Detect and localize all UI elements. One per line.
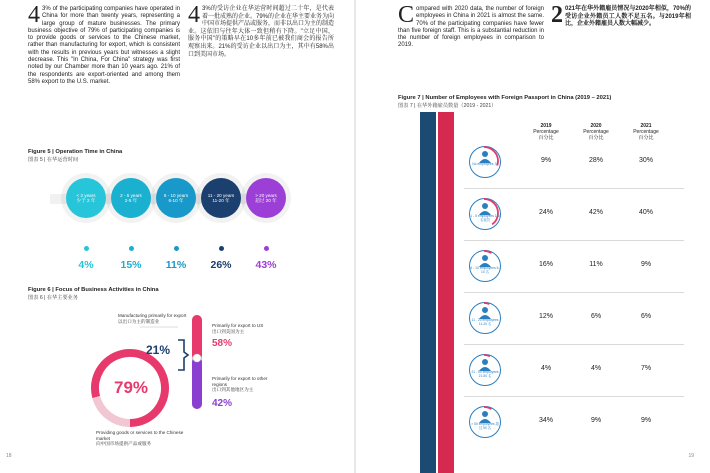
row-divider — [464, 240, 684, 241]
us-label: Primarily for export to US 出口到美国为主 — [212, 323, 264, 334]
dropcap: C — [398, 2, 415, 28]
bracket — [178, 340, 188, 370]
row-divider — [464, 188, 684, 189]
marker-dot — [264, 246, 269, 251]
row-label: 6 - 10 employees 6-10 名 — [470, 266, 500, 274]
left-page — [0, 0, 354, 473]
dropcap: 2 — [551, 2, 563, 28]
employee-person-icon — [469, 354, 501, 386]
pct-6-10: 11% — [165, 259, 187, 271]
fig6-title: Figure 6 | Focus of Business Activities in China — [28, 287, 159, 293]
cell-2019: 16% — [538, 261, 553, 268]
fig5-subtitle: 图表 5 | 在华运营时间 — [28, 157, 79, 163]
cell-2021: 9% — [640, 417, 652, 424]
employee-person-icon — [469, 406, 501, 438]
cell-2019: 9% — [540, 157, 552, 164]
left-english-paragraph: 4 3% of the participating companies have operated in China for more than twenty years, representing a large group of mature businesses. The primary business objective of 79% of participating companies is to provide goods or services to the Chinese market, rather than manufacturing for export, which is consistent with the results in previous years but witnesses a slight decrease. This "In China, For China" strategy was first noted by our Chamber more than 10 years ago. 21% of the respondents are export-oriented and among them 58% export to the U.S. market. — [28, 2, 180, 85]
row-divider — [464, 396, 684, 397]
pct-42: 42% — [212, 398, 233, 409]
bubble-lt2: < 2 years 少于 2 年 — [66, 178, 106, 218]
cell-2020: 4% — [590, 365, 602, 372]
navy-stripe — [420, 112, 436, 473]
right-chinese-paragraph: 2 021年在华外籍雇员情况与2020年相似，70%的受访企业外籍员工人数不足五名。与2019年相比，企业外籍雇员人数大幅减少。 — [551, 2, 691, 28]
cell-2020: 28% — [588, 157, 603, 164]
other-regions-label: Primarily for export to other regions 出口到其他地区为主 — [212, 376, 268, 393]
pct-21: 21% — [146, 343, 171, 357]
dropcap: 4 — [28, 2, 40, 28]
marker-dot — [174, 246, 179, 251]
employee-person-icon — [469, 198, 501, 230]
pct-gt20: 43% — [255, 259, 277, 271]
cell-2019: 4% — [540, 365, 552, 372]
employee-person-icon — [469, 146, 501, 178]
split-knob — [193, 354, 201, 362]
right-english-paragraph: Compared with 2020 data, the number of foreign employees in China in 2021 is almost the same. 70% of the participating companies have fewer than five foreign staff. This is a substantial reduction in the number of foreign employees in comparison to 2019. — [398, 2, 544, 49]
page-number-right: 19 — [688, 453, 694, 459]
cell-2020: 42% — [588, 209, 603, 216]
domestic-label: Providing goods or services to the Chinese market 向中国市场提供产品或服务 — [96, 430, 184, 447]
row-label: 11 - 20 employees 11-20 名 — [471, 318, 499, 326]
cell-2021: 30% — [638, 157, 653, 164]
cell-2021: 9% — [640, 261, 652, 268]
row-label: No employees 无 — [472, 162, 498, 166]
dropcap: 4 — [188, 2, 200, 28]
header-2021: 2021 Percentage 百分比 — [633, 123, 659, 141]
row-label: 1 - 5 employees 1-5 名雇员 — [470, 214, 500, 222]
pct-lt2: 4% — [78, 259, 94, 271]
marker-dot — [129, 246, 134, 251]
row-divider — [464, 344, 684, 345]
pct-11-20: 26% — [210, 259, 232, 271]
cell-2020: 9% — [590, 417, 602, 424]
fig7-subtitle: 图表 7 | 在华外籍雇员数量（2019 - 2021） — [398, 103, 497, 109]
pct-58: 58% — [212, 338, 233, 349]
cell-2020: 11% — [589, 261, 603, 268]
marker-dot — [84, 246, 89, 251]
row-label: 21 - 50 employees 21-50 名 — [471, 370, 499, 378]
page-number-left: 18 — [6, 453, 12, 459]
cell-2021: 6% — [640, 313, 652, 320]
bubble-6-10: 6 - 10 years 6-10 年 — [156, 178, 196, 218]
bubble-2-5: 2 - 5 years 2-5 年 — [111, 178, 151, 218]
crimson-stripe — [438, 112, 454, 473]
cell-2019: 34% — [538, 417, 553, 424]
bubble-11-20: 11 - 20 years 11-20 年 — [201, 178, 241, 218]
cell-2019: 12% — [538, 313, 553, 320]
cell-2021: 7% — [640, 365, 652, 372]
right-page — [356, 0, 710, 473]
fig5-title: Figure 5 | Operation Time in China — [28, 149, 123, 155]
row-divider — [464, 292, 684, 293]
header-2020: 2020 Percentage 百分比 — [583, 123, 609, 141]
cell-2021: 40% — [638, 209, 653, 216]
pct-79: 79% — [113, 378, 149, 397]
bubble-gt20: > 20 years 超过 20 年 — [246, 178, 286, 218]
employee-person-icon — [469, 302, 501, 334]
export-label: Manufacturing primarily for export 以出口为主的制造业 — [118, 313, 187, 324]
fig7-title: Figure 7 | Number of Employees with Foreign Passport in China (2019 – 2021) — [398, 95, 612, 101]
header-2019: 2019 Percentage 百分比 — [533, 123, 559, 141]
pct-2-5: 15% — [120, 259, 142, 271]
employee-person-icon — [469, 250, 501, 282]
left-chinese-paragraph: 4 3%的受访企业在华运营时间超过二十年，是代表着一批成熟的企业。79%的企业在华主要业务为向中国市场提供产品或服务，而非以出口为主的制造业。这依旧与往年大体一致但稍有下降。"立足中国，服务中国"的策略早在10多年前已被我们商会的报告所观察出来。21%的受访企业以出口为主，其中有58%出口到美国市场。 — [188, 2, 335, 58]
fig6-subtitle: 图表 6 | 在华主要业务 — [28, 295, 79, 301]
row-label: > 50 employees 超过 50 名 — [471, 422, 499, 430]
cell-2019: 24% — [538, 209, 553, 216]
cell-2020: 6% — [590, 313, 602, 320]
marker-dot — [219, 246, 224, 251]
